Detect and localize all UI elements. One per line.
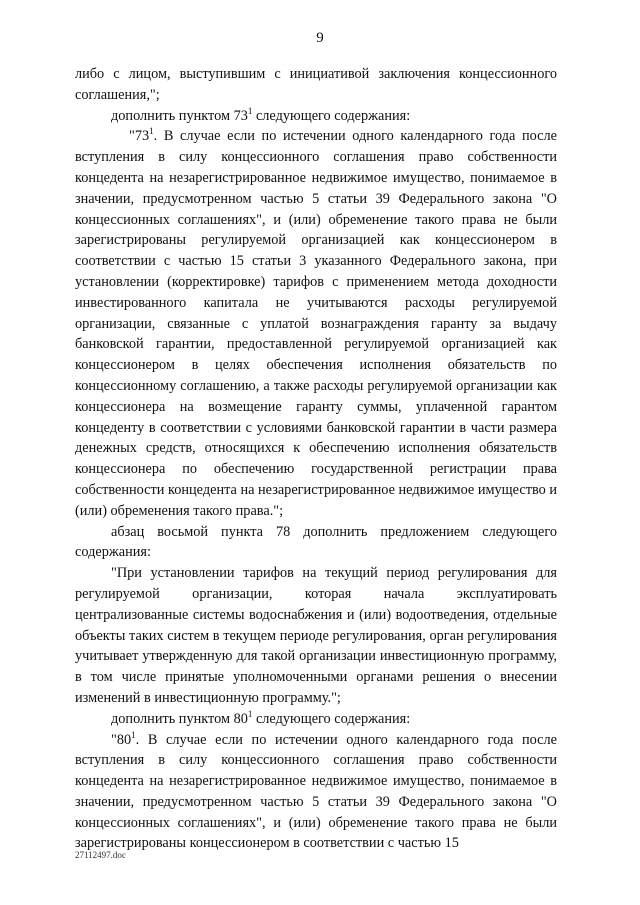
paragraph-continuation: либо с лицом, выступившим с инициативой заключения концессионного соглашения,";	[75, 66, 557, 103]
paragraph-text: следующего содержания:	[252, 710, 411, 727]
superscript-mark: 1	[131, 729, 136, 740]
paragraph-text: следующего содержания:	[252, 107, 411, 124]
superscript-mark: 1	[149, 126, 154, 137]
page-number: 9	[316, 30, 324, 46]
paragraph-point-73-1	[75, 126, 557, 521]
paragraph-add-point-80-1	[75, 709, 557, 730]
paragraph-text: . В случае если по истечении одного календарного года после вступления в силу концессионного соглашения право собственности концедента на незарегистрированное недвижимое имущество, понимаемое в значении, предусмотренном частью 5 статьи 39 Федерального закона "О концессионных соглашениях", и (или) обременение такого права не были зарегистрированы концессионером в соответствии с частью 15	[75, 731, 557, 852]
paragraph-text: "80	[111, 731, 132, 748]
paragraph-text: дополнить пунктом 73	[111, 107, 248, 124]
document-body	[75, 64, 557, 854]
paragraph-point-80-1	[75, 730, 557, 855]
superscript-mark: 1	[247, 105, 253, 116]
paragraph-text: "73	[129, 128, 150, 145]
paragraph-text: дополнить пунктом 80	[111, 710, 248, 727]
superscript-mark: 1	[247, 708, 253, 719]
paragraph-add-point-73-1	[75, 106, 557, 127]
paragraph-tariff-setting: "При установлении тарифов на текущий период регулирования для регулируемой организации, которая начала эксплуатировать централизованные системы водоснабжения и (или) водоотведения, отдельные объекты таких систем в текущем периоде регулирования, орган регулирования учитывает утвержденную для такой организации инвестиционную программу, в том числе принятые уполномоченными органами решения о внесении изменений в инвестиционную программу.";	[75, 565, 557, 706]
paragraph-point-78-amendment: абзац восьмой пункта 78 дополнить предложением следующего содержания:	[75, 523, 557, 561]
paragraph-text: . В случае если по истечении одного календарного года после вступления в силу концессионного соглашения право собственности концедента на незарегистрированное недвижимое имущество, понимаемое в значении, предусмотренном частью 5 статьи 39 Федерального закона "О концессионных соглашениях", и (или) обременение такого права не были зарегистрированы регулируемой организацией как концессионером в соответствии с частью 15 статьи 3 указанного Федерального закона, при установлении (корректировке) тарифов с применением метода доходности инвестированного капитала не учитываются расходы регулируемой организации, связанные с уплатой вознаграждения гаранту за выдачу банковской гарантии, предоставленной регулируемой организацией как концессионером в целях обеспечения исполнения обязательств по концессионному соглашению, а также расходы регулируемой организации как концессионера на возмещение гаранту суммы, уплаченной гарантом концеденту в соответствии с условиями банковской гарантии в части размера денежных средств, относящихся к обеспечению исполнения обязательств концессионера по обеспечению государственной регистрации права собственности концедента на незарегистрированное недвижимое имущество и (или) обременения такого права.";	[75, 128, 557, 519]
file-name-footer: 2711249​7.doc	[75, 850, 126, 860]
